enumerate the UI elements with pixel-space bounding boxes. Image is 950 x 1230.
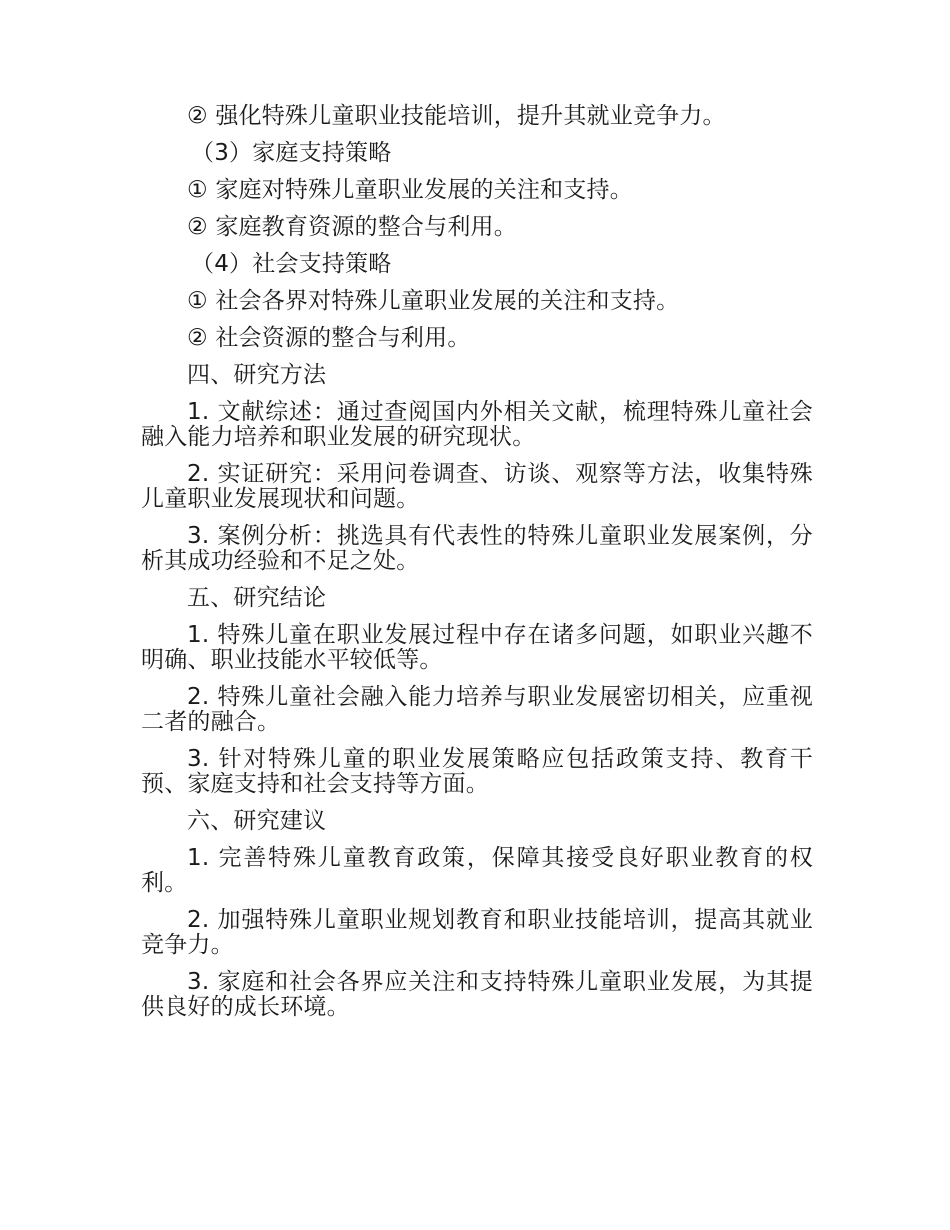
document-body (141, 104, 813, 1020)
paragraph: 2. 加强特殊儿童职业规划教育和职业技能培训，提高其就业竞争力。 (141, 907, 813, 958)
subsection-heading: （3）家庭支持策略 (191, 140, 392, 166)
subsection-heading: （4）社会支持策略 (191, 251, 392, 277)
paragraph: 3. 针对特殊儿童的职业发展策略应包括政策支持、教育干预、家庭支持和社会支持等方面。 (141, 746, 813, 797)
paragraph: 1. 完善特殊儿童教育政策，保障其接受良好职业教育的权利。 (141, 845, 813, 896)
paragraph: ② 社会资源的整合与利用。 (187, 325, 471, 351)
section-heading: 四、研究方法 (187, 362, 327, 388)
paragraph: ② 家庭教育资源的整合与利用。 (187, 214, 517, 240)
paragraph: 1. 文献综述：通过查阅国内外相关文献，梳理特殊儿童社会融入能力培养和职业发展的研究现状。 (141, 399, 813, 450)
paragraph: 3. 案例分析：挑选具有代表性的特殊儿童职业发展案例，分析其成功经验和不足之处。 (141, 523, 813, 574)
paragraph: ② 强化特殊儿童职业技能培训，提升其就业竞争力。 (187, 103, 726, 129)
paragraph: ① 家庭对特殊儿童职业发展的关注和支持。 (187, 177, 633, 203)
paragraph: 2. 实证研究：采用问卷调查、访谈、观察等方法，收集特殊儿童职业发展现状和问题。 (141, 461, 813, 512)
paragraph: 2. 特殊儿童社会融入能力培养与职业发展密切相关，应重视二者的融合。 (141, 684, 813, 735)
paragraph: 1. 特殊儿童在职业发展过程中存在诸多问题，如职业兴趣不明确、职业技能水平较低等。 (141, 622, 813, 673)
section-heading: 六、研究建议 (187, 808, 327, 834)
paragraph: 3. 家庭和社会各界应关注和支持特殊儿童职业发展，为其提供良好的成长环境。 (141, 969, 813, 1020)
paragraph: ① 社会各界对特殊儿童职业发展的关注和支持。 (187, 288, 680, 314)
section-heading: 五、研究结论 (187, 585, 327, 611)
